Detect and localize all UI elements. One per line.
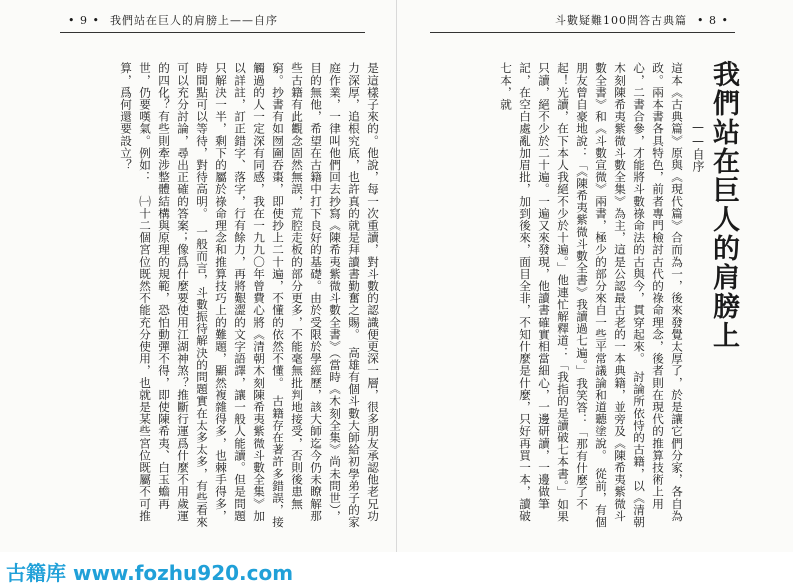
left-running-head xyxy=(58,10,278,30)
right-page-number: • 8 • xyxy=(697,13,729,27)
left-page-number: • 9 • xyxy=(68,13,100,27)
watermark-bar xyxy=(0,552,793,588)
chapter-title: 我們站在巨人的肩膀上 xyxy=(708,60,739,350)
book-gutter xyxy=(396,0,397,552)
chapter-subtitle: ——自序 xyxy=(691,120,705,172)
watermark-name: 古籍库 xyxy=(6,561,66,585)
left-running-title: 我們站在巨人的肩膀上——自序 xyxy=(109,14,278,27)
right-running-head xyxy=(555,10,739,30)
right-running-title: 斗數疑難100問答古典篇 xyxy=(555,14,688,27)
left-page-body-text: 是這樣子來的。他說，每一次重讀，對斗數的認識便更深一層，很多朋友承認他老兄功力深厚，追根究底，也許真的就是拜讀書勤奮之賜。 高雄有個斗數大師給初學弟子的家庭作業，一律叫他們回去抄寫《陳希夷紫微斗數全書》（當時《木刻全集》尚未問世），目的無他，希望在古籍中打下良好的基礎。由於受限於學經歷，該大師迄今仍未瞭解那些古籍有此觀念固然無誤，荒腔走板的部分更多，不能毫無批判地接受，否則後患無窮。抄書有如囫圇吞棗，即使抄上二十遍，不懂的依然不懂。 古籍存在著許多錯誤，接觸過的人一定深有同感，我在一九九〇年曾費心將《清朝木刻陳希夷紫微斗數全集》加以詳註，訂正錯字、落字，行有餘力，再將艱澀的文字語譯，讓一般人能讀。但是問題只解決一半，剩下的屬於祿命理念和推算技巧上的難題，顯然複雜得多，也棘手得多，時間點可以等待，對待高明。 一般而言，斗數振待解決的問題實在太多太多，有些看來可以充分討論，尋出正確的答案；像爲什麼要使用江湖神煞？推斷行運爲什麼不用歲運的四化？有些則牽涉整體結構與原理的規範，恐怕動彈不得，即使陳希夷、白玉蟾再世，仍要嘆氣。例如： ㈠十二個宮位既然不能充分使用，也就是某些宮位既屬不可推算，爲何還要設立？ xyxy=(119,62,380,529)
watermark-url: www.fozhu920.com xyxy=(72,561,294,585)
right-page-body-text: 這本《古典篇》原與《現代篇》合而為一，後來發覺太厚了，於是讓它們分家，各自為政。兩本書各具特色，前者專門檢討古代的祿命理念，後者則在現代的推算技術上用心，二書合參，才能將斗數祿命法的古與今，貫穿起來。 討論所依恃的古籍，以《清朝木刻陳希夷紫微斗數全集》為主，這是公認最古老的一本典籍，並旁及《陳希夷紫微斗數全書》和《斗數宣微》兩書，極少的部分來自一些平常議論和道聽塗說。 從前，有個朋友曾自豪地說：「《陳希夷紫微斗數全書》我讀過七遍。」我笑答：「那有什麼了不起！光讀，在下本人我絕不少於十遍。」他連忙解釋道：「我指的是讀破七本書。」如果只讀，絕不少於二十遍。一遍又來發現，他讀書確實相當細心，一邊研讀，一邊做筆記，在空白處亂加眉批，加到後來，面目全非，不知什麼是什麼，只好再買一本，讀破七本，就 xyxy=(499,62,684,529)
right-header-rule xyxy=(430,32,735,33)
chapter-title-block xyxy=(690,60,740,360)
left-header-rule xyxy=(60,32,365,33)
site-watermark xyxy=(6,557,293,586)
